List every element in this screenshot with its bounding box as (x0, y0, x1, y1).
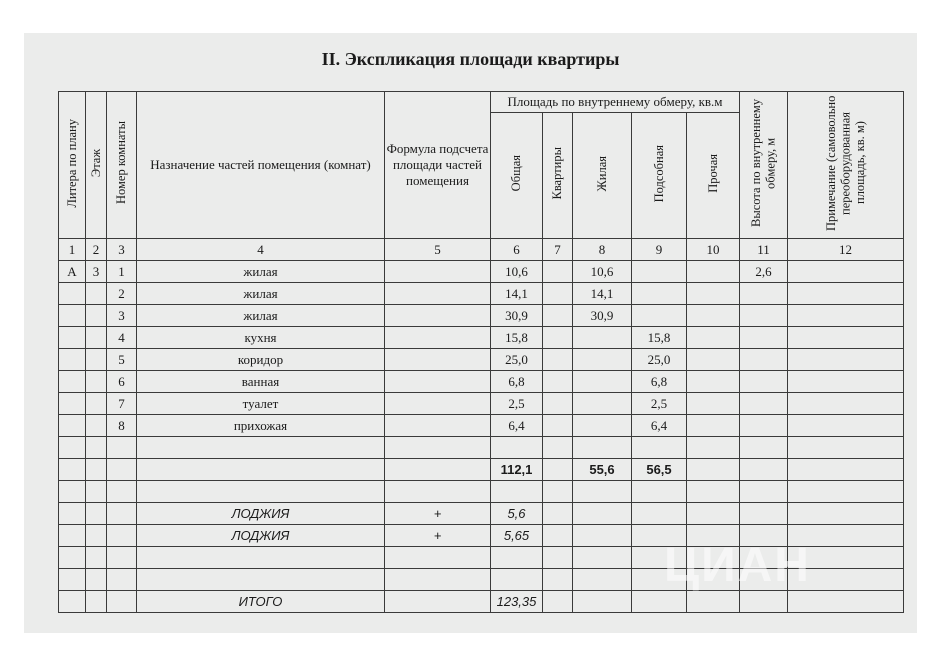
table-row (59, 283, 904, 305)
cell-nomer: 4 (107, 327, 137, 349)
cell-podsobnaya: 25,0 (632, 349, 687, 371)
cell-vysota (740, 349, 788, 371)
cell-primechanie (788, 283, 904, 305)
cell-zhilaya: 10,6 (573, 261, 632, 283)
cell-kvartiry (543, 261, 573, 283)
totals-row (59, 459, 904, 481)
cell-naznachenie: коридор (137, 349, 385, 371)
cell-formula (385, 327, 491, 349)
itogo-row (59, 591, 904, 613)
cell-zhilaya (573, 437, 632, 459)
column-number: 12 (788, 239, 904, 261)
loggia-row (59, 503, 904, 525)
total-podsobnaya: 56,5 (632, 459, 687, 481)
header-kvartiry: Квартиры (543, 113, 573, 239)
cell-naznachenie: жилая (137, 305, 385, 327)
cell-kvartiry (543, 415, 573, 437)
loggia-name: ЛОДЖИЯ (137, 525, 385, 547)
cell-obshchaya: 15,8 (491, 327, 543, 349)
column-number: 9 (632, 239, 687, 261)
cell-litera (59, 371, 86, 393)
empty-row (59, 569, 904, 591)
cell-obshchaya (491, 437, 543, 459)
cell-obshchaya: 6,8 (491, 371, 543, 393)
column-number: 6 (491, 239, 543, 261)
cell-formula (385, 283, 491, 305)
cell-etazh (86, 415, 107, 437)
header-primechanie: Примечание (самовольно переоборудованная площадь, кв. м) (788, 92, 904, 239)
cell-nomer: 5 (107, 349, 137, 371)
header-naznachenie: Назначение частей помещения (комнат) (137, 92, 385, 239)
cell-primechanie (788, 371, 904, 393)
header-zhilaya: Жилая (573, 113, 632, 239)
cell-etazh (86, 349, 107, 371)
cell-nomer: 7 (107, 393, 137, 415)
cell-primechanie (788, 437, 904, 459)
header-litera: Литера по плану (59, 92, 86, 239)
cell-etazh (86, 371, 107, 393)
itogo-label: ИТОГО (137, 591, 385, 613)
cell-formula (385, 371, 491, 393)
cell-zhilaya (573, 327, 632, 349)
cell-kvartiry (543, 327, 573, 349)
cell-naznachenie: прихожая (137, 415, 385, 437)
cell-kvartiry (543, 349, 573, 371)
cell-prochaya (687, 349, 740, 371)
cell-prochaya (687, 415, 740, 437)
cell-obshchaya: 25,0 (491, 349, 543, 371)
loggia-value: 5,6 (491, 503, 543, 525)
cell-primechanie (788, 393, 904, 415)
loggia-formula: + (385, 525, 491, 547)
total-obshchaya: 112,1 (491, 459, 543, 481)
cell-vysota (740, 437, 788, 459)
watermark-logo: ЦИАН (664, 539, 811, 592)
cell-obshchaya: 14,1 (491, 283, 543, 305)
cell-primechanie (788, 305, 904, 327)
cell-podsobnaya: 15,8 (632, 327, 687, 349)
column-number: 2 (86, 239, 107, 261)
cell-prochaya (687, 371, 740, 393)
cell-naznachenie: ванная (137, 371, 385, 393)
cell-kvartiry (543, 305, 573, 327)
cell-podsobnaya (632, 305, 687, 327)
cell-podsobnaya: 2,5 (632, 393, 687, 415)
cell-prochaya (687, 327, 740, 349)
cell-naznachenie: жилая (137, 261, 385, 283)
cell-etazh (86, 393, 107, 415)
cell-vysota (740, 393, 788, 415)
cell-etazh (86, 327, 107, 349)
cell-formula (385, 437, 491, 459)
table-row (59, 305, 904, 327)
header-etazh: Этаж (86, 92, 107, 239)
document-title: II. Экспликация площади квартиры (321, 49, 620, 69)
cell-obshchaya: 2,5 (491, 393, 543, 415)
empty-row (59, 481, 904, 503)
cell-prochaya (687, 393, 740, 415)
loggia-value: 5,65 (491, 525, 543, 547)
header-nomer: Номер комнаты (107, 92, 137, 239)
cell-nomer: 2 (107, 283, 137, 305)
cell-litera (59, 283, 86, 305)
cell-litera (59, 437, 86, 459)
cell-zhilaya: 14,1 (573, 283, 632, 305)
cell-primechanie (788, 415, 904, 437)
cell-zhilaya (573, 349, 632, 371)
cell-podsobnaya (632, 261, 687, 283)
cell-prochaya (687, 283, 740, 305)
column-number-row (59, 239, 904, 261)
cell-kvartiry (543, 437, 573, 459)
cell-zhilaya (573, 371, 632, 393)
cell-podsobnaya: 6,8 (632, 371, 687, 393)
header-formula: Формула подсчета площади частей помещения (385, 92, 491, 239)
cell-etazh: 3 (86, 261, 107, 283)
cell-etazh (86, 305, 107, 327)
cell-litera (59, 305, 86, 327)
cell-formula (385, 349, 491, 371)
header-ploshchad-group: Площадь по внутреннему обмеру, кв.м (491, 92, 740, 113)
cell-etazh (86, 437, 107, 459)
column-number: 5 (385, 239, 491, 261)
column-number: 11 (740, 239, 788, 261)
empty-row (59, 547, 904, 569)
cell-nomer: 1 (107, 261, 137, 283)
cell-podsobnaya: 6,4 (632, 415, 687, 437)
cell-nomer (107, 437, 137, 459)
explication-table (58, 91, 904, 613)
table-row (59, 371, 904, 393)
column-number: 10 (687, 239, 740, 261)
column-number: 3 (107, 239, 137, 261)
cell-formula (385, 305, 491, 327)
loggia-formula: + (385, 503, 491, 525)
cell-vysota (740, 327, 788, 349)
cell-etazh (86, 283, 107, 305)
cell-formula (385, 261, 491, 283)
cell-litera (59, 327, 86, 349)
cell-formula (385, 415, 491, 437)
column-number: 4 (137, 239, 385, 261)
cell-naznachenie: кухня (137, 327, 385, 349)
header-row-top (59, 92, 904, 113)
cell-primechanie (788, 327, 904, 349)
cell-naznachenie: туалет (137, 393, 385, 415)
cell-zhilaya: 30,9 (573, 305, 632, 327)
cell-zhilaya (573, 415, 632, 437)
header-podsobnaya: Подсобная (632, 113, 687, 239)
cell-nomer: 8 (107, 415, 137, 437)
table-row (59, 349, 904, 371)
cell-vysota (740, 371, 788, 393)
cell-prochaya (687, 437, 740, 459)
cell-naznachenie: жилая (137, 283, 385, 305)
header-obshchaya: Общая (491, 113, 543, 239)
cell-podsobnaya (632, 283, 687, 305)
cell-obshchaya: 10,6 (491, 261, 543, 283)
table-row (59, 437, 904, 459)
cell-prochaya (687, 305, 740, 327)
cell-podsobnaya (632, 437, 687, 459)
cell-litera (59, 393, 86, 415)
column-number: 7 (543, 239, 573, 261)
cell-zhilaya (573, 393, 632, 415)
cell-obshchaya: 6,4 (491, 415, 543, 437)
cell-naznachenie (137, 437, 385, 459)
column-number: 1 (59, 239, 86, 261)
cell-litera (59, 415, 86, 437)
document-sheet (24, 33, 917, 633)
cell-kvartiry (543, 393, 573, 415)
cell-primechanie (788, 261, 904, 283)
cell-nomer: 6 (107, 371, 137, 393)
table-row (59, 261, 904, 283)
cell-obshchaya: 30,9 (491, 305, 543, 327)
table-row (59, 415, 904, 437)
table-row (59, 393, 904, 415)
loggia-name: ЛОДЖИЯ (137, 503, 385, 525)
cell-primechanie (788, 349, 904, 371)
loggia-row (59, 525, 904, 547)
table-row (59, 327, 904, 349)
itogo-value: 123,35 (491, 591, 543, 613)
cell-kvartiry (543, 371, 573, 393)
cell-nomer: 3 (107, 305, 137, 327)
cell-prochaya (687, 261, 740, 283)
cell-formula (385, 393, 491, 415)
column-number: 8 (573, 239, 632, 261)
cell-litera (59, 349, 86, 371)
cell-litera: А (59, 261, 86, 283)
cell-vysota (740, 283, 788, 305)
cell-kvartiry (543, 283, 573, 305)
header-prochaya: Прочая (687, 113, 740, 239)
cell-vysota (740, 415, 788, 437)
cell-vysota (740, 305, 788, 327)
cell-vysota: 2,6 (740, 261, 788, 283)
total-zhilaya: 55,6 (573, 459, 632, 481)
header-vysota: Высота по внутреннему обмеру, м (740, 92, 788, 239)
